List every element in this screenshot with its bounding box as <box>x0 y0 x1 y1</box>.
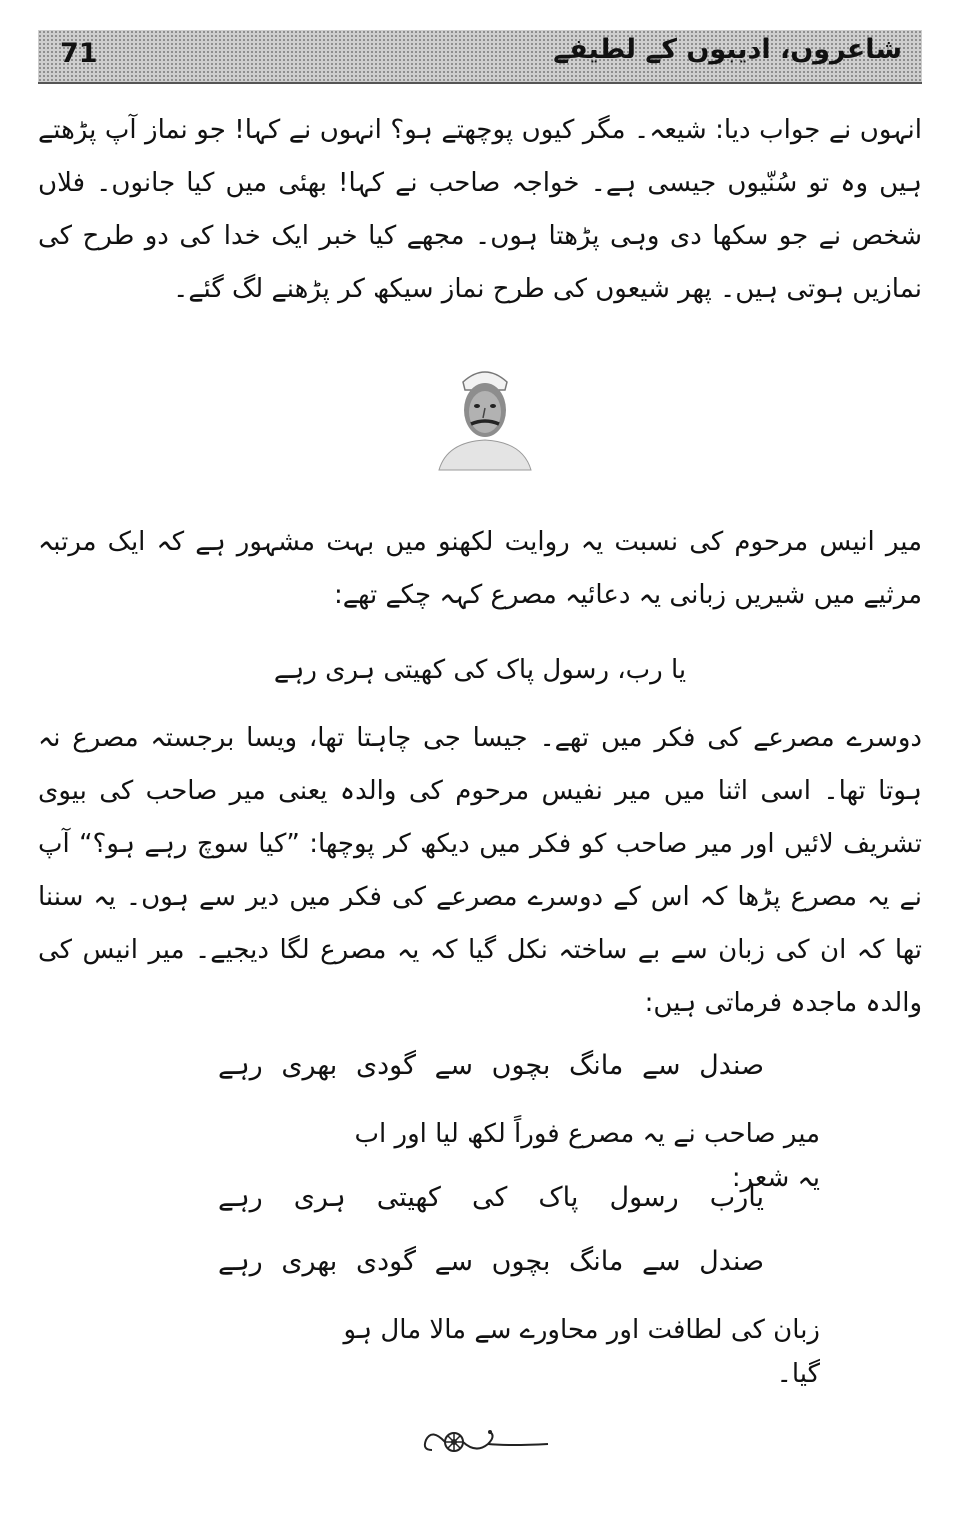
paragraph-4: میر صاحب نے یہ مصرع فوراً لکھ لیا اور اب یہ شعر: <box>354 1119 820 1193</box>
page-number: 71 <box>60 38 98 69</box>
paragraph-5: زبان کی لطافت اور محاورے سے مالا مال ہو گیا۔ <box>343 1315 820 1389</box>
running-title: شاعروں، ادیبوں کے لطیفے <box>553 34 902 65</box>
running-header <box>38 30 922 84</box>
portrait-illustration <box>433 360 537 472</box>
paragraph-1: انہوں نے جواب دیا: شیعہ۔ مگر کیوں پوچھتے ہو؟ انہوں نے کہا! جو نماز آپ پڑھتے ہیں وہ تو سُنّیوں جیسی ہے۔ خواجہ صاحب نے کہا! بھئی میں کیا جانوں۔ فلاں شخص نے جو سکھا دی وہی پڑھتا ہوں۔ مجھے کیا خبر ایک خدا کی دو طرح کی نمازیں ہوتی ہیں۔ پھر شیعوں کی طرح نماز سیکھ کر پڑھنے لگ گئے۔ <box>38 115 922 304</box>
verse-misra-1: یا رب، رسول پاک کی کھیتی ہری رہے <box>273 655 687 685</box>
verse-misra-2: صندل سے مانگ بچوں سے گودی بھری رہے <box>218 1050 764 1081</box>
floral-divider-icon <box>418 1422 552 1462</box>
couplet-line-1: یارب رسول پاک کی کھیتی ہری رہے <box>218 1182 764 1213</box>
couplet-line-2: صندل سے مانگ بچوں سے گودی بھری رہے <box>218 1246 764 1277</box>
paragraph-2: میر انیس مرحوم کی نسبت یہ روایت لکھنو میں بہت مشہور ہے کہ ایک مرتبہ مرثیے میں شیریں زبانی یہ دعائیہ مصرع کہہ چکے تھے: <box>38 527 922 610</box>
paragraph-3: دوسرے مصرعے کی فکر میں تھے۔ جیسا جی چاہتا تھا، ویسا برجستہ مصرع نہ ہوتا تھا۔ اسی اثنا میں میر نفیس مرحوم کی والدہ یعنی میر صاحب کی بیوی تشریف لائیں اور میر صاحب کو فکر میں دیکھ کر پوچھا: ”کیا سوچ رہے ہو؟“ آپ نے یہ مصرع پڑھا کہ اس کے دوسرے مصرعے کی فکر میں دیر سے ہوں۔ یہ سننا تھا کہ ان کی زبان سے بے ساختہ نکل گیا کہ یہ مصرع لگا دیجیے۔ میر انیس کی والدہ ماجدہ فرماتی ہیں: <box>38 723 922 1018</box>
